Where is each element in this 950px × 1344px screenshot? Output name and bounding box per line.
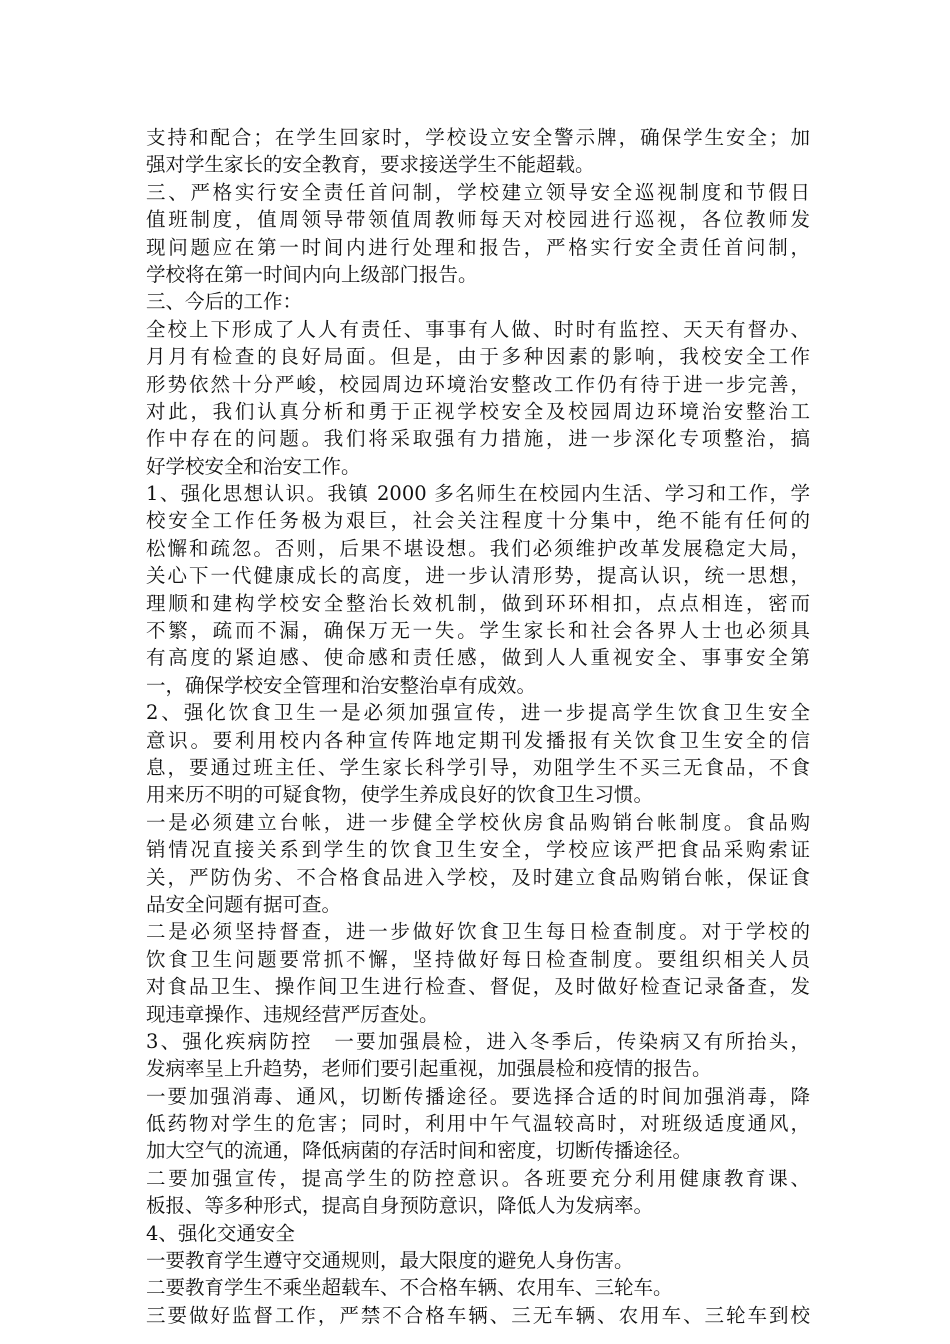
text-line: 二要教育学生不乘坐超载车、不合格车辆、农用车、三轮车。 (146, 1276, 673, 1300)
text-line: 强对学生家长的安全教育，要求接送学生不能超载。 (146, 153, 595, 177)
text-line: 对此，我们认真分析和勇于正视学校安全及校园周边环境治安整治工 (146, 399, 810, 423)
text-line: 校安全工作任务极为艰巨，社会关注程度十分集中，绝不能有任何的 (146, 509, 810, 533)
text-line: 1、强化思想认识。我镇 2000 多名师生在校园内生活、学习和工作，学 (146, 482, 810, 506)
text-line: 形势依然十分严峻，校园周边环境治安整改工作仍有待于进一步完善， (146, 372, 810, 396)
text-line: 支持和配合；在学生回家时，学校设立安全警示牌，确保学生安全；加 (146, 126, 810, 149)
text-line: 饮食卫生问题要常抓不懈，坚持做好每日检查制度。要组织相关人员 (146, 947, 810, 971)
text-line: 月月有检查的良好局面。但是，由于多种因素的影响，我校安全工作 (146, 345, 810, 369)
text-line: 对食品卫生、操作间卫生进行检查、督促，及时做好检查记录备查，发 (146, 975, 810, 999)
text-line: 加大空气的流通，降低病菌的存活时间和密度，切断传播途径。 (146, 1139, 693, 1163)
text-line: 不繁，疏而不漏，确保万无一失。学生家长和社会各界人士也必须具 (146, 619, 810, 643)
text-line: 4、强化交通安全 (146, 1221, 295, 1245)
text-line: 品安全问题有据可查。 (146, 892, 342, 916)
text-line: 关心下一代健康成长的高度，进一步认清形势，提高认识，统一思想， (146, 564, 810, 588)
text-line: 用来历不明的可疑食物，使学生养成良好的饮食卫生习惯。 (146, 783, 654, 807)
text-line: 全校上下形成了人人有责任、事事有人做、时时有监控、天天有督办、 (146, 317, 810, 341)
text-line: 一是必须建立台帐，进一步健全学校伙房食品购销台帐制度。食品购 (146, 810, 810, 834)
text-line: 低药物对学生的危害；同时，利用中午气温较高时，对班级适度通风， (146, 1112, 810, 1136)
text-line: 一，确保学校安全管理和治安整治卓有成效。 (146, 673, 537, 697)
text-line: 一要教育学生遵守交通规则，最大限度的避免人身伤害。 (146, 1249, 634, 1273)
document-body (146, 124, 810, 1329)
text-line: 理顺和建构学校安全整治长效机制，做到环环相扣，点点相连，密而 (146, 591, 810, 615)
text-line: 息，要通过班主任、学生家长科学引导，劝阻学生不买三无食品，不食 (146, 755, 810, 779)
text-line: 发病率呈上升趋势，老师们要引起重视，加强晨检和疫情的报告。 (146, 1057, 712, 1081)
text-line: 现违章操作、违规经营严厉查处。 (146, 1002, 439, 1026)
text-line: 2、强化饮食卫生一是必须加强宣传，进一步提高学生饮食卫生安全 (146, 701, 810, 725)
text-line: 好学校安全和治安工作。 (146, 454, 361, 478)
text-line: 二要加强宣传，提高学生的防控意识。各班要充分利用健康教育课、 (146, 1166, 810, 1190)
text-line: 意识。要利用校内各种宣传阵地定期刊发播报有关饮食卫生安全的信 (146, 728, 810, 752)
text-line: 三、今后的工作： (146, 290, 303, 314)
text-line: 值班制度，值周领导带领值周教师每天对校园进行巡视，各位教师发 (146, 208, 810, 232)
text-line: 板报、等多种形式，提高自身预防意识，降低人为发病率。 (146, 1194, 654, 1218)
text-line: 现问题应在第一时间内进行处理和报告，严格实行安全责任首问制， (146, 235, 810, 259)
text-line: 三、严格实行安全责任首问制，学校建立领导安全巡视制度和节假日 (146, 180, 810, 204)
text-line: 学校将在第一时间内向上级部门报告。 (146, 262, 478, 286)
text-line: 作中存在的问题。我们将采取强有力措施，进一步深化专项整治，搞 (146, 427, 810, 451)
text-line: 二是必须坚持督查，进一步做好饮食卫生每日检查制度。对于学校的 (146, 920, 810, 944)
text-line: 关，严防伪劣、不合格食品进入学校，及时建立食品购销台帐，保证食 (146, 865, 810, 889)
text-line: 一要加强消毒、通风，切断传播途径。要选择合适的时间加强消毒，降 (146, 1084, 810, 1108)
text-line: 三要做好监督工作，严禁不合格车辆、三无车辆、农用车、三轮车到校 (146, 1303, 810, 1327)
text-line: 销情况直接关系到学生的饮食卫生安全，学校应该严把食品采购索证 (146, 838, 810, 862)
text-line: 有高度的紧迫感、使命感和责任感，做到人人重视安全、事事安全第 (146, 646, 810, 670)
text-line: 松懈和疏忽。否则，后果不堪设想。我们必须维护改革发展稳定大局， (146, 536, 810, 560)
text-line: 3、强化疾病防控 一要加强晨检，进入冬季后，传染病又有所抬头， (146, 1029, 810, 1053)
